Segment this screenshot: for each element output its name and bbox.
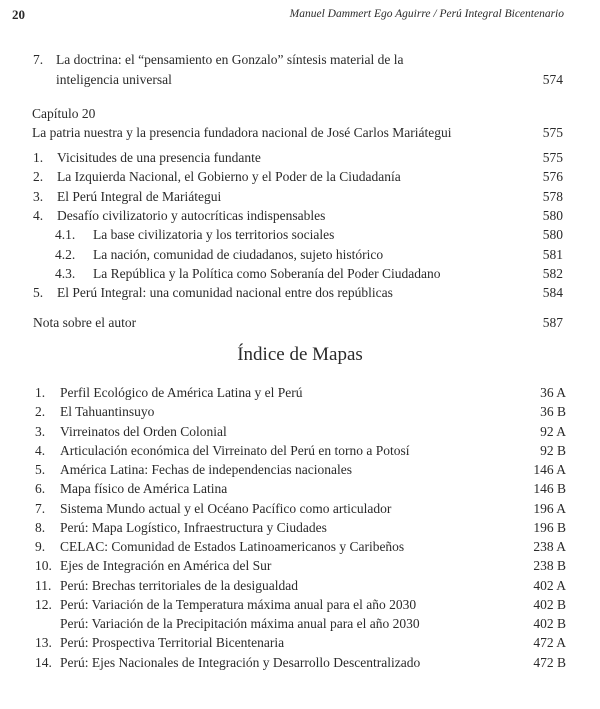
entry-text: Mapa físico de América Latina xyxy=(60,481,228,497)
entry-number: 3. xyxy=(35,423,46,439)
entry-text: Perfil Ecológico de América Latina y el Perú xyxy=(60,385,303,400)
entry-number: 5. xyxy=(33,285,44,301)
entry-text: Ejes de Integración en América del Sur xyxy=(60,558,272,574)
entry-text: El Perú Integral de Mariátegui xyxy=(57,188,222,204)
entry-text: Sistema Mundo actual y el Océano Pacífico como articulador xyxy=(60,500,392,516)
entry-page: 581 xyxy=(542,246,563,262)
toc-entry xyxy=(0,635,600,653)
toc-entry xyxy=(0,520,600,538)
entry-text: Perú: Mapa Logístico, Infraestructura y Ciudades xyxy=(60,519,327,535)
entry-text: América Latina: Fechas de independencias nacionales xyxy=(60,462,352,477)
entry-number: 7. xyxy=(33,52,44,67)
toc-entry xyxy=(0,385,600,403)
toc-entry-continued xyxy=(0,72,600,90)
page-number: 20 xyxy=(12,7,25,22)
toc-entry xyxy=(0,169,600,187)
entry-number: 2. xyxy=(33,169,44,185)
entry-page: 92 A xyxy=(540,423,566,439)
entry-text: La doctrina: el “pensamiento en Gonzalo” síntesis material de la xyxy=(56,52,404,67)
chapter-title: La patria nuestra y la presencia fundadora nacional de José Carlos Mariátegui xyxy=(32,125,452,140)
toc-entry xyxy=(0,481,600,499)
entry-number: 9. xyxy=(35,539,46,554)
entry-text: Perú: Ejes Nacionales de Integración y Desarrollo Descentralizado xyxy=(60,654,421,670)
entry-page: 584 xyxy=(542,285,563,301)
entry-page: 92 B xyxy=(540,442,566,458)
toc-entry xyxy=(0,247,600,265)
author-note-row xyxy=(0,315,600,333)
entry-number: 7. xyxy=(35,500,46,516)
author-note-page: 587 xyxy=(542,315,563,330)
toc-entry xyxy=(0,501,600,519)
entry-page: 580 xyxy=(542,207,563,223)
toc-entry xyxy=(0,52,600,70)
chapter-label: Capítulo 20 xyxy=(32,106,96,121)
author-note: Nota sobre el autor xyxy=(33,315,137,330)
entry-text: Desafío civilizatorio y autocríticas indispensables xyxy=(57,207,326,223)
entry-page: 196 A xyxy=(533,500,566,516)
toc-entry xyxy=(0,285,600,303)
entry-number: 3. xyxy=(33,188,44,204)
entry-text: La Izquierda Nacional, el Gobierno y el Poder de la Ciudadanía xyxy=(57,169,401,185)
toc-entry xyxy=(0,597,600,615)
entry-page: 146 B xyxy=(533,481,566,497)
chapter-label-row xyxy=(0,106,600,124)
maps-index-heading: Índice de Mapas xyxy=(237,344,363,365)
toc-entry xyxy=(0,616,600,634)
entry-number: 4.3. xyxy=(55,265,76,281)
entry-page: 582 xyxy=(542,265,563,281)
entry-text: El Perú Integral: una comunidad nacional entre dos repúblicas xyxy=(57,285,393,301)
entry-page: 578 xyxy=(542,188,563,204)
entry-number: 4.1. xyxy=(55,227,76,243)
entry-page: 146 A xyxy=(533,462,566,477)
entry-page: 472 B xyxy=(533,654,566,670)
toc-entry xyxy=(0,189,600,207)
entry-number: 2. xyxy=(35,404,46,420)
entry-text: Perú: Prospectiva Territorial Bicentenaria xyxy=(60,635,285,651)
entry-page: 196 B xyxy=(533,519,566,535)
entry-page: 402 B xyxy=(533,616,566,631)
entry-number: 14. xyxy=(35,654,52,670)
entry-page: 36 A xyxy=(540,385,566,400)
toc-entry xyxy=(0,539,600,557)
entry-number: 1. xyxy=(33,150,44,165)
toc-entry xyxy=(0,424,600,442)
running-title: Manuel Dammert Ego Aguirre / Perú Integral Bicentenario xyxy=(289,8,564,20)
entry-number: 4.2. xyxy=(55,246,76,262)
toc-entry xyxy=(0,462,600,480)
toc-entry xyxy=(0,655,600,673)
entry-number: 4. xyxy=(35,442,46,458)
chapter-page: 575 xyxy=(542,125,563,140)
entry-page: 402 B xyxy=(533,596,566,612)
toc-entry xyxy=(0,150,600,168)
entry-number: 11. xyxy=(35,577,52,593)
chapter-title-row xyxy=(0,125,600,143)
entry-text: La República y la Política como Soberanía del Poder Ciudadano xyxy=(93,265,441,281)
entry-page: 575 xyxy=(542,150,563,165)
entry-text: El Tahuantinsuyo xyxy=(60,404,155,420)
entry-number: 10. xyxy=(35,558,52,574)
toc-entry xyxy=(0,227,600,245)
toc-entry xyxy=(0,404,600,422)
entry-page: 238 A xyxy=(533,539,566,554)
entry-text: Virreinatos del Orden Colonial xyxy=(60,423,227,439)
entry-page: 36 B xyxy=(540,404,566,420)
toc-entry xyxy=(0,443,600,461)
toc-entry xyxy=(0,578,600,596)
entry-page: 580 xyxy=(542,227,563,243)
entry-text: Articulación económica del Virreinato del Perú en torno a Potosí xyxy=(60,442,410,458)
entry-number: 12. xyxy=(35,596,52,612)
entry-text: La nación, comunidad de ciudadanos, sujeto histórico xyxy=(93,246,384,262)
entry-number: 5. xyxy=(35,462,46,477)
entry-text: La base civilizatoria y los territorios sociales xyxy=(93,227,335,243)
entry-number: 8. xyxy=(35,519,46,535)
entry-page: 238 B xyxy=(533,558,566,574)
entry-text: Perú: Variación de la Precipitación máxima anual para el año 2030 xyxy=(60,616,420,631)
entry-text: CELAC: Comunidad de Estados Latinoamericanos y Caribeños xyxy=(60,539,405,554)
entry-text: Perú: Variación de la Temperatura máxima anual para el año 2030 xyxy=(60,596,417,612)
entry-page: 574 xyxy=(542,72,563,87)
toc-entry xyxy=(0,208,600,226)
toc-entry xyxy=(0,266,600,284)
entry-text: Perú: Brechas territoriales de la desigualdad xyxy=(60,577,299,593)
entry-number: 4. xyxy=(33,207,44,223)
entry-number: 1. xyxy=(35,385,46,400)
entry-page: 472 A xyxy=(533,635,566,651)
entry-page: 402 A xyxy=(533,577,566,593)
entry-text: inteligencia universal xyxy=(56,72,172,87)
toc-entry xyxy=(0,558,600,576)
entry-text: Vicisitudes de una presencia fundante xyxy=(57,150,261,165)
entry-number: 13. xyxy=(35,635,52,651)
entry-number: 6. xyxy=(35,481,46,497)
entry-page: 576 xyxy=(542,169,563,185)
